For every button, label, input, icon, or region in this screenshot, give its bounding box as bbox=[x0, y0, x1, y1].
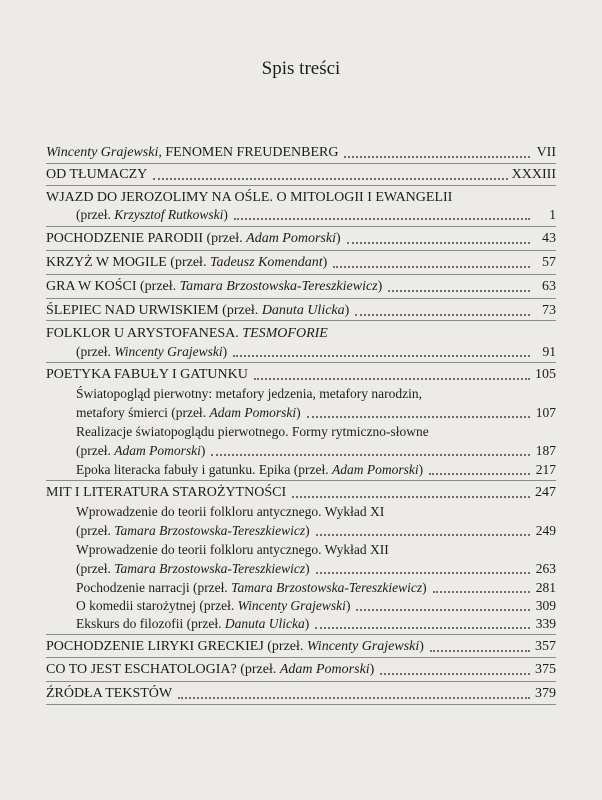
toc-entry-part: Światopogląd pierwotny: metafory jedzenia, metafory narodzin, bbox=[76, 386, 423, 401]
toc-entry-text bbox=[76, 461, 423, 479]
page-number: 91 bbox=[542, 344, 556, 359]
page-number: 187 bbox=[535, 443, 556, 458]
separator-rule bbox=[46, 704, 556, 705]
toc-entry-part: ) bbox=[304, 616, 310, 631]
leader-dots bbox=[430, 638, 530, 652]
leader-dots bbox=[316, 522, 530, 536]
toc-entry-part: ) bbox=[200, 443, 206, 458]
leader-dots bbox=[333, 254, 530, 268]
toc-entry-part: MIT I LITERATURA STAROŻYTNOŚCI bbox=[46, 485, 287, 500]
page-number: 57 bbox=[542, 255, 556, 270]
toc-entry-author: Danuta Ulicka bbox=[261, 303, 345, 318]
toc-entry-text bbox=[46, 661, 374, 679]
toc-entry-part: Wprowadzenie do teorii folkloru antycznego. Wykład XII bbox=[76, 542, 389, 557]
toc-entry-part: ) bbox=[419, 639, 424, 654]
toc-entry-author: Wincenty Grajewski bbox=[114, 344, 223, 359]
page-number: XXXIII bbox=[511, 167, 556, 182]
toc-entry-text bbox=[46, 254, 327, 272]
toc-entry-author: Tamara Brzostowska-Tereszkiewicz bbox=[114, 561, 306, 576]
toc-entry-author: Krzysztof Rutkowski bbox=[114, 207, 224, 222]
toc-entry-part: ) bbox=[222, 344, 228, 359]
page-number: 263 bbox=[535, 561, 556, 576]
toc-entry-part: ) bbox=[369, 662, 375, 677]
page-number: 1 bbox=[549, 207, 556, 222]
toc-entry-author: TESMOFORIE bbox=[242, 326, 328, 341]
toc-entry-part: ) bbox=[422, 580, 427, 595]
toc-entry-part: ŹRÓDŁA TEKSTÓW bbox=[46, 686, 173, 701]
toc-entry-part: ) bbox=[335, 231, 341, 246]
toc-entry-part: ) bbox=[305, 561, 310, 576]
toc-entry-text bbox=[76, 343, 227, 361]
leader-dots bbox=[178, 685, 530, 699]
toc-entry-part: ) bbox=[305, 523, 310, 538]
toc-entry-author: Wincenty Grajewski bbox=[237, 598, 346, 613]
toc-entry-part: CO TO JEST ESCHATOLOGIA? (przeł. bbox=[46, 662, 280, 677]
toc-entry bbox=[76, 202, 556, 224]
leader-dots bbox=[380, 661, 530, 675]
leader-dots bbox=[347, 230, 530, 244]
page-number: 379 bbox=[535, 686, 556, 701]
page-number: 375 bbox=[535, 662, 556, 677]
toc-entry-part: Ekskurs do filozofii (przeł. bbox=[76, 616, 225, 631]
toc-entry-text bbox=[46, 230, 341, 248]
toc-entry-part: (przeł. bbox=[76, 207, 115, 222]
toc-entry-part: Wincenty Grajewski bbox=[46, 145, 159, 160]
toc-entry-author: , FENOMEN FREUDENBERG bbox=[158, 145, 339, 160]
toc-entry bbox=[46, 274, 556, 296]
toc-entry-part: (przeł. bbox=[76, 523, 115, 538]
toc-entry bbox=[76, 457, 556, 479]
leader-dots bbox=[307, 404, 530, 418]
page-number: 339 bbox=[535, 616, 556, 631]
toc-entry bbox=[46, 657, 556, 679]
leader-dots bbox=[254, 366, 530, 380]
page-number: 281 bbox=[535, 580, 556, 595]
toc-entry-part: ) bbox=[322, 255, 328, 270]
toc-entry bbox=[76, 339, 556, 361]
toc-entry-author: Tamara Brzostowska-Tereszkiewicz bbox=[231, 580, 423, 595]
toc-entry-part: GRA W KOŚCI (przeł. bbox=[46, 279, 180, 294]
toc-entry-part: OD TŁUMACZY bbox=[46, 167, 148, 182]
toc-entry-part: POCHODZENIE LIRYKI GRECKIEJ (przeł. bbox=[46, 639, 307, 654]
toc-entry bbox=[46, 162, 556, 184]
toc-entry bbox=[46, 634, 556, 656]
toc-entry-part: ) bbox=[344, 303, 350, 318]
toc-entry-part: ) bbox=[377, 279, 383, 294]
page-number: 309 bbox=[535, 598, 556, 613]
toc-entry-part: (przeł. bbox=[76, 561, 115, 576]
toc-entry-part: (przeł. bbox=[76, 344, 115, 359]
toc-entry-part: POETYKA FABUŁY I GATUNKU bbox=[46, 367, 248, 382]
leader-dots bbox=[429, 461, 530, 475]
toc-entry-text bbox=[46, 278, 382, 296]
leader-dots bbox=[355, 302, 530, 316]
leader-dots bbox=[433, 579, 530, 593]
toc-entry-part: POCHODZENIE PARODII (przeł. bbox=[46, 231, 247, 246]
toc-entry-part: metafory śmierci (przeł. bbox=[76, 405, 210, 420]
leader-dots bbox=[356, 597, 530, 611]
leader-dots bbox=[234, 206, 530, 220]
toc-entry-part: ŚLEPIEC NAD URWISKIEM (przeł. bbox=[46, 303, 262, 318]
leader-dots bbox=[388, 278, 530, 292]
leader-dots bbox=[292, 484, 530, 498]
toc-entry-text bbox=[46, 144, 338, 162]
toc-entry-text bbox=[76, 615, 309, 633]
toc-entry-part: ) bbox=[223, 207, 228, 222]
toc-entry-text bbox=[46, 685, 172, 703]
toc-entry bbox=[76, 611, 556, 633]
toc-entry-part: Realizacje światopoglądu pierwotnego. Formy rytmiczno-słowne bbox=[76, 424, 429, 439]
toc-entry-author: Tadeusz Komendant bbox=[209, 255, 323, 270]
page-number: 107 bbox=[535, 405, 556, 420]
toc-entry-part: ) bbox=[345, 598, 351, 613]
toc-entry-author: Adam Pomorski bbox=[114, 443, 201, 458]
page-number: 63 bbox=[542, 279, 556, 294]
toc-entry-part: ) bbox=[296, 405, 301, 420]
toc-entry bbox=[46, 250, 556, 272]
toc-entry-author: Tamara Brzostowska-Tereszkiewicz bbox=[179, 279, 378, 294]
toc-entry bbox=[46, 298, 556, 320]
page-number: 105 bbox=[535, 367, 556, 382]
toc-entry-author: Wincenty Grajewski bbox=[306, 639, 420, 654]
leader-dots bbox=[344, 144, 530, 158]
page-number: 43 bbox=[542, 231, 556, 246]
toc-entry-part: Wprowadzenie do teorii folkloru antycznego. Wykład XI bbox=[76, 504, 385, 519]
toc-entry-part: ) bbox=[418, 462, 424, 477]
toc-entry-text bbox=[46, 302, 349, 320]
page-title: Spis treści bbox=[261, 58, 341, 79]
toc-entry-part: Epoka literacka fabuły i gatunku. Epika (przeł. bbox=[76, 462, 333, 477]
toc-entry bbox=[46, 681, 556, 703]
toc-entry-text bbox=[76, 206, 228, 224]
toc-entry-author: Adam Pomorski bbox=[279, 662, 370, 677]
toc-entry-author: Danuta Ulicka bbox=[224, 616, 305, 631]
toc-entry-author: Adam Pomorski bbox=[332, 462, 419, 477]
toc-entry bbox=[46, 226, 556, 248]
page-number: VII bbox=[536, 145, 556, 160]
toc-entry-part: Pochodzenie narracji (przeł. bbox=[76, 580, 232, 595]
toc-entry-part: KRZYŻ W MOGILE (przeł. bbox=[46, 255, 210, 270]
page-number: 357 bbox=[535, 639, 556, 654]
leader-dots bbox=[211, 442, 530, 456]
toc-entry-part: FOLKLOR U ARYSTOFANESA. bbox=[46, 326, 243, 341]
toc-entry bbox=[46, 140, 556, 162]
toc-entry-part: O komedii starożytnej (przeł. bbox=[76, 598, 238, 613]
toc-entry-text bbox=[46, 638, 424, 656]
toc-entry-part: WJAZD DO JEROZOLIMY NA OŚLE. O MITOLOGII I EWANGELII bbox=[46, 190, 453, 205]
leader-dots bbox=[153, 166, 507, 180]
toc-entry-author: Tamara Brzostowska-Tereszkiewicz bbox=[114, 523, 306, 538]
leader-dots bbox=[315, 615, 530, 629]
leader-dots bbox=[316, 560, 530, 574]
page-number: 217 bbox=[535, 462, 556, 477]
toc-entry-author: Adam Pomorski bbox=[246, 231, 336, 246]
toc-entry-author: Adam Pomorski bbox=[209, 405, 297, 420]
toc-entry-text bbox=[46, 166, 147, 184]
page-number: 73 bbox=[542, 303, 556, 318]
page-number: 247 bbox=[535, 485, 556, 500]
toc-entry-part: (przeł. bbox=[76, 443, 115, 458]
leader-dots bbox=[233, 343, 530, 357]
page-number: 249 bbox=[535, 523, 556, 538]
